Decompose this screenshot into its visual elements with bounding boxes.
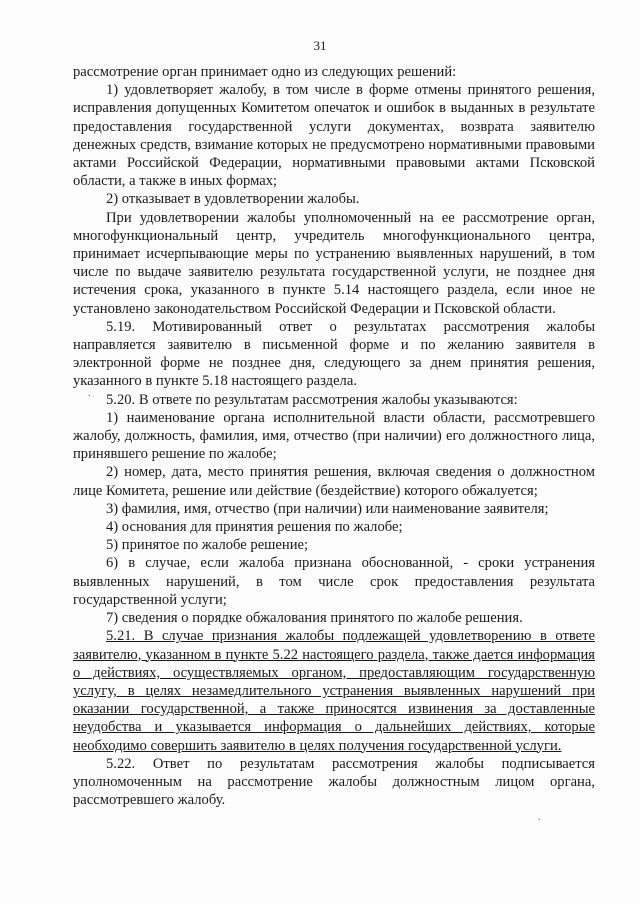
paragraph: 5.22. Ответ по результатам рассмотрения жалобы подписывается уполномоченным на рассмотрение жалобы должностным лицом органа, рассмотревшего жалобу. xyxy=(73,755,595,809)
paragraph: 3) фамилия, имя, отчество (при наличии) или наименование заявителя; xyxy=(106,500,549,517)
paragraph: 4) основания для принятия решения по жалобе; xyxy=(106,519,403,536)
scan-speck: . xyxy=(88,388,91,399)
paragraph: 1) наименование органа исполнительной власти области, рассмотревшего жалобу, должность, фамилия, имя, отчество (при наличии) его должностного лица, принявшего решение по жалобе; xyxy=(73,409,595,463)
paragraph: 5.21. В случае признания жалобы подлежащей удовлетворению в ответе заявителю, указанном в пункте 5.22 настоящего раздела, также дается информация о действиях, осуществляемых органом, предоставляющим государственную услугу, в целях незамедлительного устранения выявленных нарушений при оказании государственной, а также приносятся извинения за доставленные неудобства и указывается информация о дальнейших действиях, которые необходимо совершить заявителю в целях получения государственной услуги. xyxy=(73,628,595,754)
paragraph: 5.19. Мотивированный ответ о результатах рассмотрения жалобы направляется заявителю в письменной форме и по желанию заявителя в электронной форме не позднее дня, следующего за днем принятия решения, указанного в пункте 5.18 настоящего раздела. xyxy=(73,318,595,390)
paragraph: При удовлетворении жалобы уполномоченный на ее рассмотрение орган, многофункциональный центр, учредитель многофункционального центра, принимает исчерпывающие меры по устранению выявленных нарушений, в том числе по выдаче заявителю результата государственной услуги, не позднее дня истечения срока, указанного в пункте 5.14 настоящего раздела, если иное не установлено законодательством Российской Федерации и Псковской области. xyxy=(73,209,595,317)
paragraph: 5) принятое по жалобе решение; xyxy=(106,537,309,554)
paragraph: 7) сведения о порядке обжалования принятого по жалобе решения. xyxy=(106,610,523,627)
document-body xyxy=(73,63,595,809)
paragraph: 2) номер, дата, место принятия решения, включая сведения о должностном лице Комитета, решение или действие (бездействие) которого обжалуется; xyxy=(73,464,595,499)
page-number: 31 xyxy=(313,38,327,53)
paragraph: 6) в случае, если жалоба признана обоснованной, - сроки устранения выявленных нарушений, в том числе срок предоставления результата государственной услуги; xyxy=(73,555,595,608)
paragraph: 2) отказывает в удовлетворении жалобы. xyxy=(106,191,360,208)
paragraph: 1) удовлетворяет жалобу, в том числе в форме отмены принятого решения, исправления допущенных Комитетом опечаток и ошибок в выданных в результате предоставления государственной услуги документах, возврата заявителю денежных средств, взимание которых не предусмотрено нормативными правовыми актами Российской Федерации, нормативными правовыми актами Псковской области, а также в иных формах; xyxy=(73,82,595,190)
scan-speck: . xyxy=(538,812,541,823)
paragraph: рассмотрение орган принимает одно из следующих решений: xyxy=(73,64,457,80)
paragraph: 5.20. В ответе по результатам рассмотрения жалобы указываются: xyxy=(106,391,518,408)
